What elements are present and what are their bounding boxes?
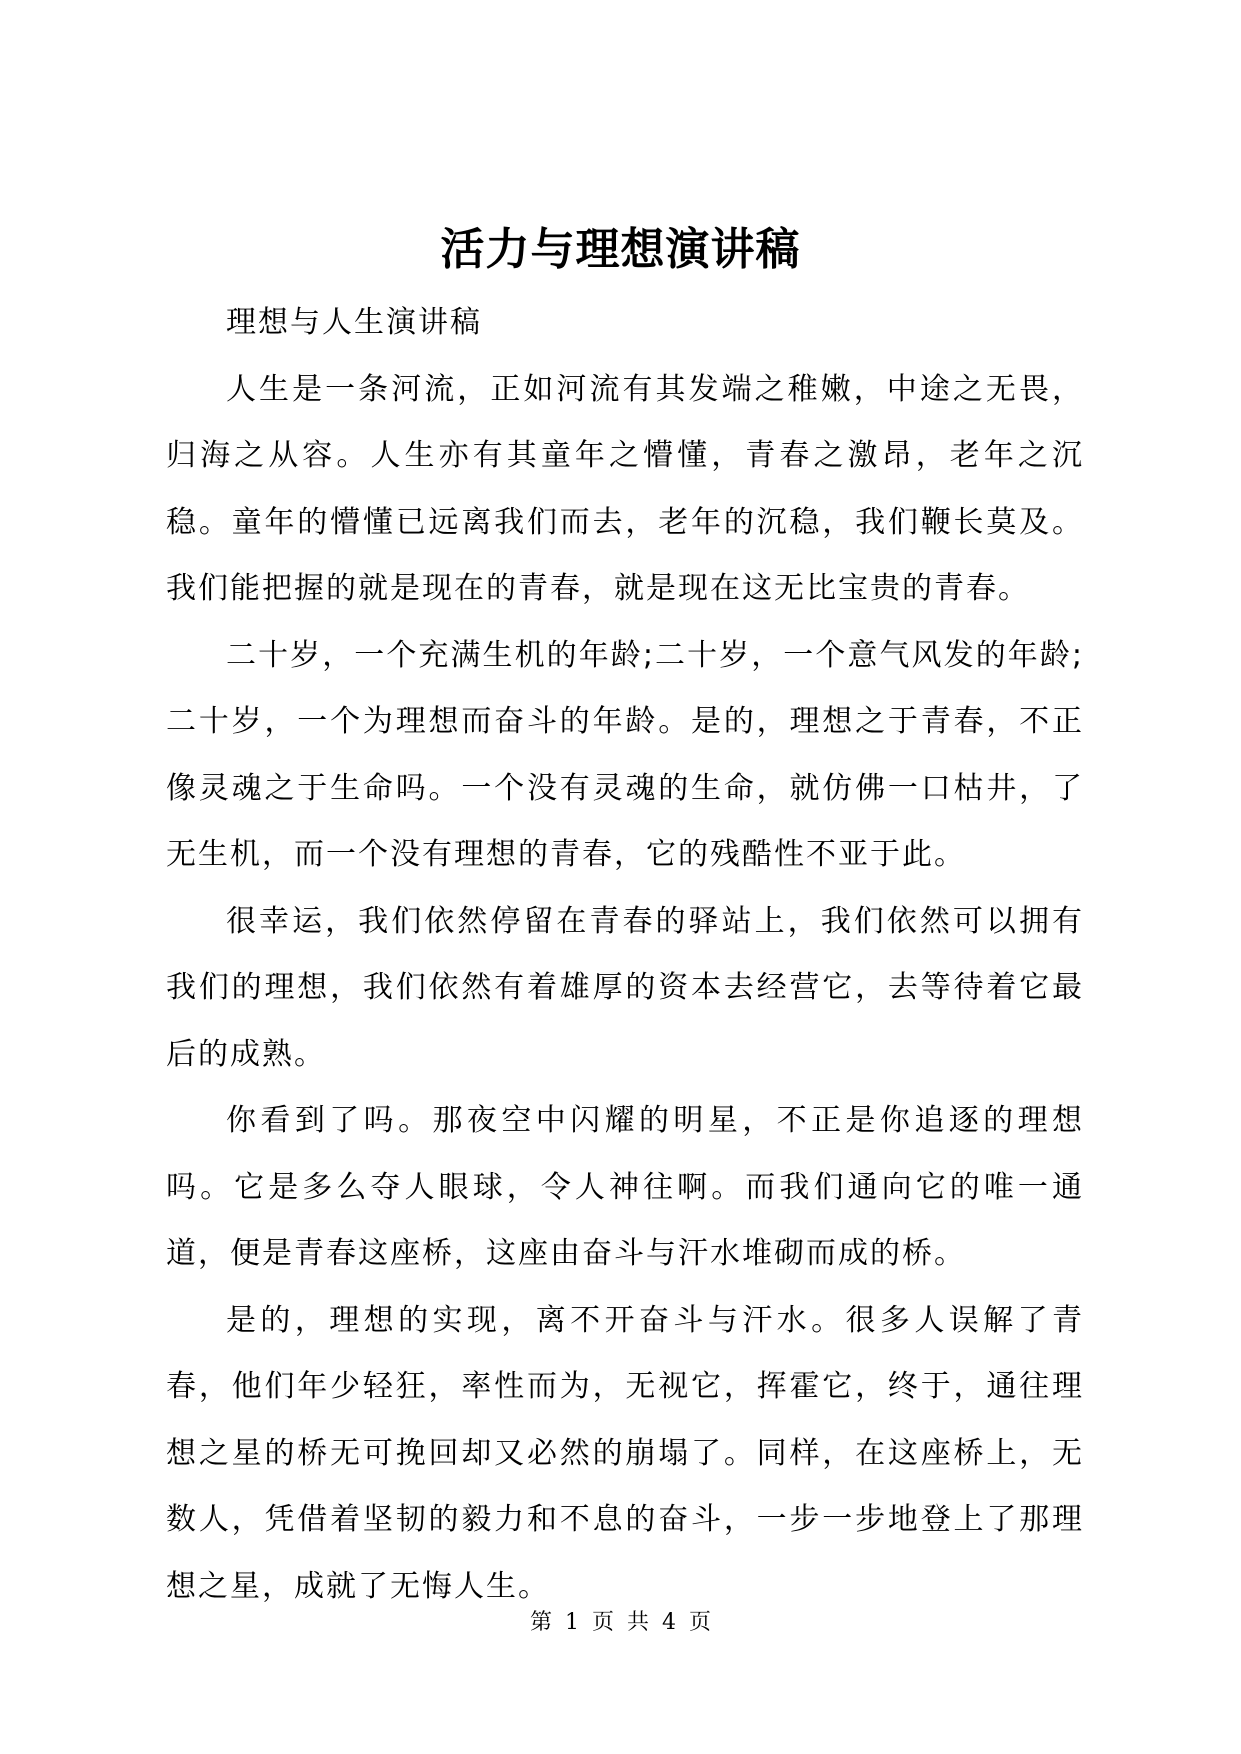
paragraph-subtitle: 理想与人生演讲稿 — [226, 305, 482, 340]
paragraph: 人生是一条河流，正如河流有其发端之稚嫩，中途之无畏，归海之从容。人生亦有其童年之懵懂，青春之激昂，老年之沉稳。童年的懵懂已远离我们而去，老年的沉稳，我们鞭长莫及。我们能把握的就是现在的青春，就是现在这无比宝贵的青春。 — [166, 371, 1084, 606]
paragraph: 你看到了吗。那夜空中闪耀的明星，不正是你追逐的理想吗。它是多么夺人眼球，令人神往啊。而我们通向它的唯一通道，便是青春这座桥，这座由奋斗与汗水堆砌而成的桥。 — [166, 1103, 1084, 1271]
document-body — [166, 290, 1084, 1620]
paragraph: 是的，理想的实现，离不开奋斗与汗水。很多人误解了青春，他们年少轻狂，率性而为，无视它，挥霍它，终于，通往理想之星的桥无可挽回却又必然的崩塌了。同样，在这座桥上，无数人，凭借着坚韧的毅力和不息的奋斗，一步一步地登上了那理想之星，成就了无悔人生。 — [166, 1302, 1084, 1604]
paragraph: 二十岁，一个充满生机的年龄;二十岁，一个意气风发的年龄;二十岁，一个为理想而奋斗的年龄。是的，理想之于青春，不正像灵魂之于生命吗。一个没有灵魂的生命，就仿佛一口枯井，了无生机，而一个没有理想的青春，它的残酷性不亚于此。 — [166, 637, 1084, 872]
paragraph: 很幸运，我们依然停留在青春的驿站上，我们依然可以拥有我们的理想，我们依然有着雄厚的资本去经营它，去等待着它最后的成熟。 — [166, 903, 1084, 1072]
page-footer: 第 1 页 共 4 页 — [530, 1610, 711, 1635]
document-title: 活力与理想演讲稿 — [440, 224, 801, 275]
